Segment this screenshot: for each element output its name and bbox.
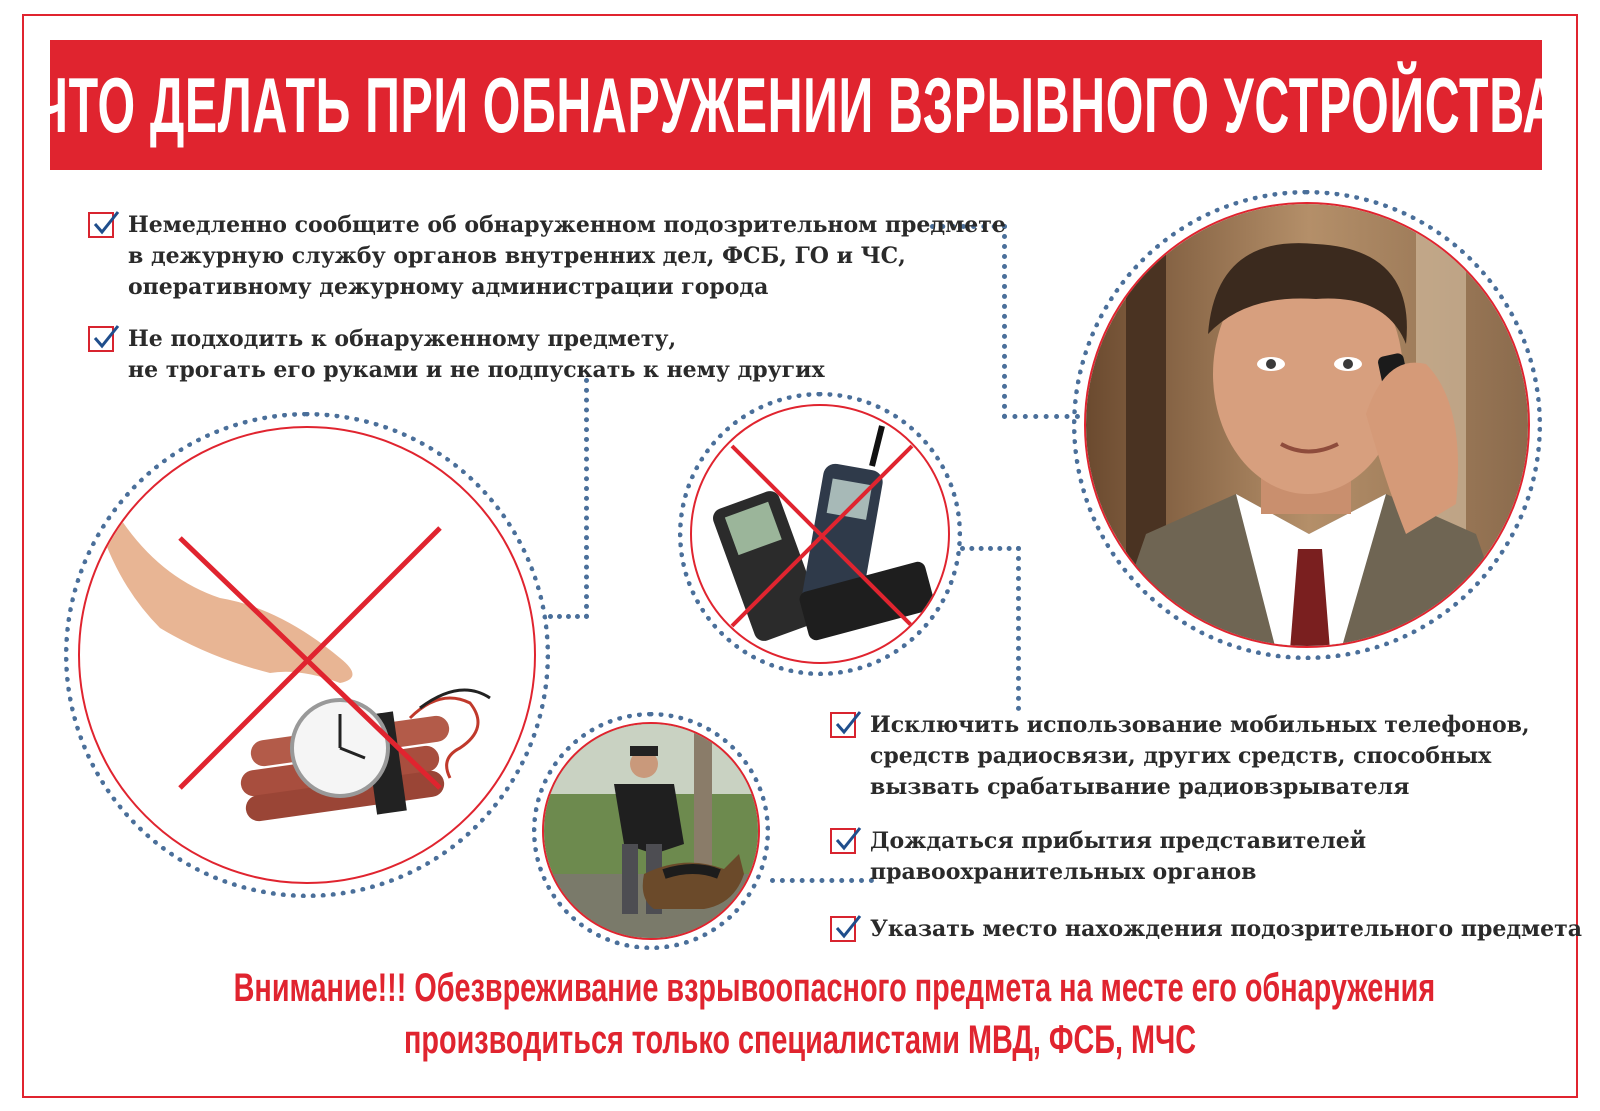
checkbox-icon [88,212,114,238]
warning-line-2 [0,1018,1600,1063]
instruction-1 [88,210,1006,303]
instruction-line: вызвать срабатывание радиовзрывателя [870,774,1410,800]
warning-text-2: производиться только специалистами МВД, ФСБ, МЧС [403,1018,1197,1062]
checkbox-icon [830,712,856,738]
instruction-3 [830,710,1530,803]
checkbox-icon [830,916,856,942]
instruction-line: Указать место нахождения подозрительного предмета [870,916,1582,942]
hand-touching-bomb-crossed [78,426,536,884]
connector-phones [960,546,1021,711]
warning-text-1: Внимание!!! Обезвреживание взрывоопасного предмета на месте его обнаружения [233,966,1436,1010]
instruction-line: средств радиосвязи, других средств, способных [870,743,1492,769]
instruction-5 [830,914,1582,945]
instruction-line: Дождаться прибытия представителей [870,828,1367,854]
warning-line-1 [0,966,1600,1011]
instruction-4 [830,826,1366,888]
connector-mid-left [548,378,589,619]
man-on-phone-photo [1084,202,1530,648]
instruction-line: Не подходить к обнаруженному предмету, [128,326,677,352]
poster-title: ЧТО ДЕЛАТЬ ПРИ ОБНАРУЖЕНИИ ВЗРЫВНОГО УСТРОЙСТВА [34,60,1558,149]
instruction-line: Немедленно сообщите об обнаруженном подозрительном предмете [128,212,1006,238]
connector-top-b [1002,414,1080,419]
checkbox-icon [830,828,856,854]
mobile-phones-crossed [690,404,950,664]
instruction-line: правоохранительных органов [870,859,1257,885]
checkbox-icon [88,326,114,352]
instruction-line: не трогать его руками и не подпускать к нему других [128,357,825,383]
instruction-line: оперативному дежурному администрации города [128,274,769,300]
instruction-2 [88,324,825,386]
title-banner [34,40,1558,170]
police-officer-with-dog-photo [542,722,760,940]
instruction-line: в дежурную службу органов внутренних дел, ФСБ, ГО и ЧС, [128,243,906,269]
instruction-line: Исключить использование мобильных телефонов, [870,712,1530,738]
